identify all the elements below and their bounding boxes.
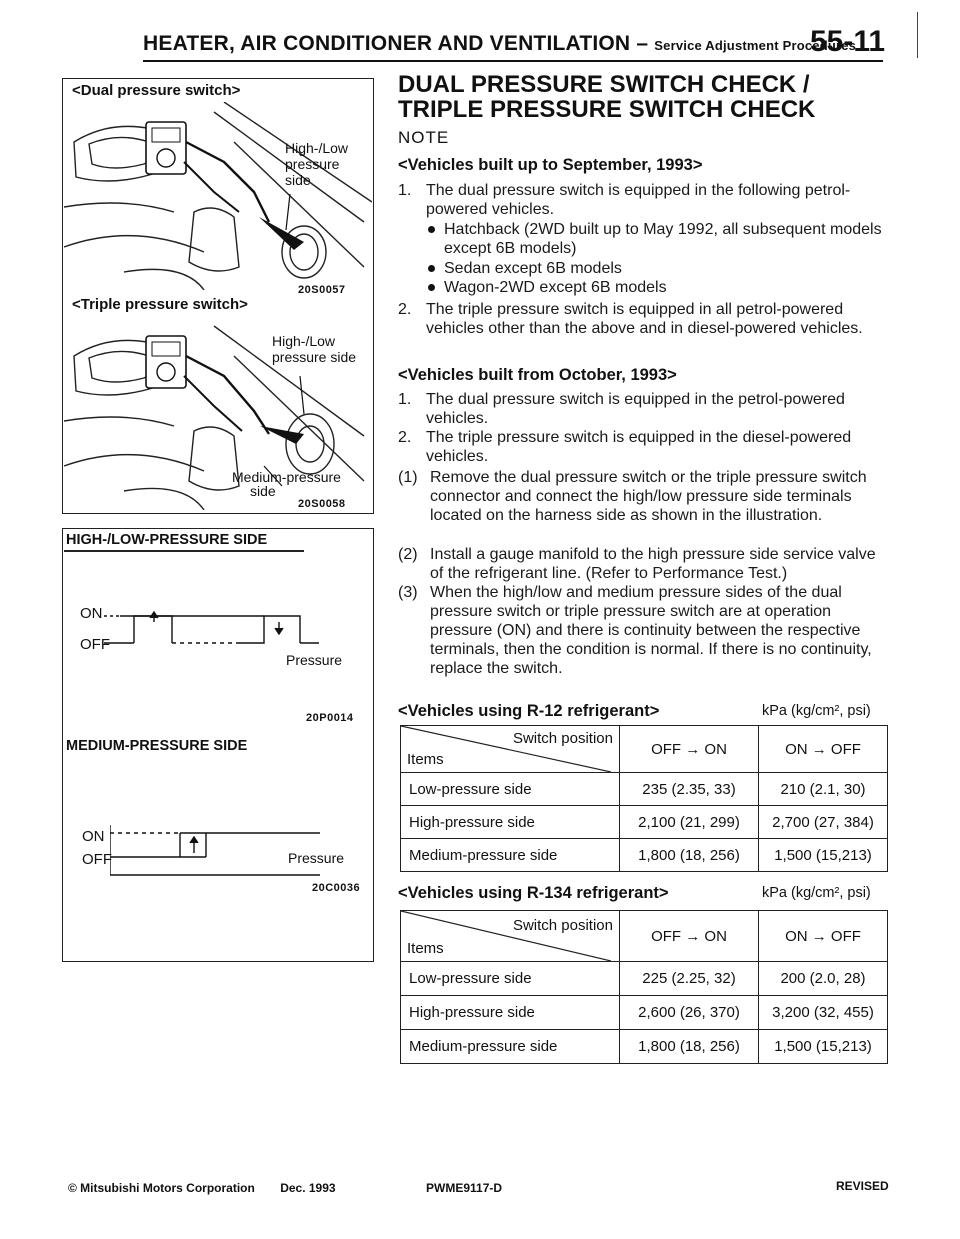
bullet-text: Hatchback (2WD built up to May 1992, all subsequent models except 6B models) (444, 221, 882, 257)
list-item (444, 278, 886, 297)
cell-value: 1,800 (18, 256) (620, 1030, 759, 1064)
column-header: OFF → ON (620, 911, 759, 962)
section1-heading: <Vehicles built up to September, 1993> (398, 156, 703, 174)
step-2 (398, 545, 886, 583)
note-label: NOTE (398, 128, 450, 147)
table-row (401, 839, 888, 872)
cell-value: 1,500 (15,213) (759, 1030, 888, 1064)
highlow-chart-code: 20P0014 (306, 712, 354, 724)
item-number: 2. (398, 429, 412, 446)
triple-figure-code: 20S0058 (298, 498, 346, 510)
highlow-hysteresis-graph (104, 600, 348, 660)
triple-note2-line1: Medium-pressure (232, 469, 341, 485)
dual-note-line1: High-/Low (285, 140, 349, 156)
section-header (143, 32, 856, 56)
row-item: Low-pressure side (401, 962, 620, 996)
triple-switch-note (272, 333, 356, 365)
page-number: 55-11 (810, 25, 886, 58)
item-text: The dual pressure switch is equipped in the following petrol-powered vehicles. (426, 182, 851, 218)
header-title: HEATER, AIR CONDITIONER AND VENTILATION – (143, 32, 649, 55)
medium-chart-code: 20C0036 (312, 882, 361, 894)
table-row (401, 962, 888, 996)
cell-value: 235 (2.35, 33) (620, 773, 759, 806)
table-row (401, 1030, 888, 1064)
bullet-text: Sedan except 6B models (444, 260, 622, 277)
step-3 (398, 583, 886, 678)
cell-value: 1,800 (18, 256) (620, 839, 759, 872)
item-number: 2. (398, 301, 412, 318)
corner-top-label: Switch position (512, 730, 613, 747)
cell-value: 225 (2.25, 32) (620, 962, 759, 996)
copyright-text: © Mitsubishi Motors Corporation (68, 1181, 255, 1195)
row-item: Medium-pressure side (401, 1030, 620, 1064)
cell-value: 210 (2.1, 30) (759, 773, 888, 806)
corner-header-cell (401, 726, 620, 773)
triple-switch-note-medium (232, 470, 341, 498)
margin-mark (917, 12, 918, 58)
dual-switch-label: <Dual pressure switch> (72, 82, 241, 99)
section1-item1 (398, 181, 886, 219)
section1-item2 (398, 300, 886, 338)
cell-value: 3,200 (32, 455) (759, 996, 888, 1030)
highlow-off-label: OFF (80, 636, 110, 653)
triple-note2-line2: side (250, 483, 276, 499)
cell-value: 2,100 (21, 299) (620, 806, 759, 839)
medium-axis-label: Pressure (288, 850, 345, 866)
highlow-axis-label: Pressure (286, 652, 343, 668)
item-number: 1. (398, 391, 412, 408)
step-number: (2) (398, 546, 418, 563)
table-row (401, 806, 888, 839)
r12-spec-table (400, 725, 888, 872)
table-row (401, 996, 888, 1030)
bullet-text: Wagon-2WD except 6B models (444, 279, 667, 296)
r134-spec-table (400, 910, 888, 1064)
corner-bottom-label: Items (407, 940, 444, 957)
column-header: ON → OFF (759, 726, 888, 773)
cell-value: 1,500 (15,213) (759, 839, 888, 872)
step-text: Install a gauge manifold to the high pressure side service valve of the refrigerant line. (Refer to Performance Test.) (430, 546, 876, 582)
highlow-chart-underline (64, 550, 304, 552)
section2-item1 (398, 390, 886, 428)
r134-table-heading: <Vehicles using R-134 refrigerant> (398, 884, 669, 902)
step-number: (3) (398, 584, 418, 601)
section2-heading: <Vehicles built from October, 1993> (398, 366, 677, 384)
cell-value: 2,700 (27, 384) (759, 806, 888, 839)
dual-note-line3: side (285, 172, 311, 188)
dual-figure-code: 20S0057 (298, 284, 346, 296)
row-item: Medium-pressure side (401, 839, 620, 872)
cell-value: 2,600 (26, 370) (620, 996, 759, 1030)
highlow-on-label: ON (80, 605, 103, 622)
item-text: The triple pressure switch is equipped in all petrol-powered vehicles other than the above and in diesel-powered vehicles. (426, 301, 863, 337)
medium-off-label: OFF (82, 851, 112, 868)
r12-table-unit: kPa (kg/cm², psi) (762, 703, 871, 719)
triple-note-line1: High-/Low (272, 333, 336, 349)
highlow-chart-title: HIGH-/LOW-PRESSURE SIDE (66, 532, 268, 548)
footer-date: Dec. 1993 (280, 1181, 336, 1195)
r134-table-unit: kPa (kg/cm², psi) (762, 885, 871, 901)
dual-switch-note (285, 140, 348, 188)
item-text: The dual pressure switch is equipped in the petrol-powered vehicles. (426, 391, 845, 427)
footer-status: REVISED (836, 1179, 889, 1193)
list-item (444, 259, 886, 278)
header-rule (143, 60, 883, 62)
footer-copyright (68, 1181, 336, 1195)
row-item: Low-pressure side (401, 773, 620, 806)
section2-item2 (398, 428, 886, 466)
cell-value: 200 (2.0, 28) (759, 962, 888, 996)
dual-switch-drawing (64, 102, 372, 290)
step-text: Remove the dual pressure switch or the triple pressure switch connector and connect the high/low pressure side terminals located on the harness side as shown in the illustration. (430, 469, 867, 524)
r12-table-heading: <Vehicles using R-12 refrigerant> (398, 702, 660, 720)
footer-code: PWME9117-D (426, 1181, 503, 1195)
column-header: OFF → ON (620, 726, 759, 773)
triple-switch-label: <Triple pressure switch> (72, 296, 248, 313)
table-row (401, 773, 888, 806)
row-item: High-pressure side (401, 806, 620, 839)
triple-note-line2: pressure side (272, 349, 357, 365)
corner-header-cell (401, 911, 620, 962)
header-subtitle: Service Adjustment Procedures (654, 38, 857, 53)
step-number: (1) (398, 469, 418, 486)
step-1 (398, 468, 886, 525)
corner-bottom-label: Items (407, 751, 444, 768)
dual-note-line2: pressure (285, 156, 340, 172)
row-item: High-pressure side (401, 996, 620, 1030)
list-item (444, 220, 886, 258)
step-text: When the high/low and medium pressure sides of the dual pressure switch or triple pressure switch are at operation pressure (ON) and there is continuity between the respective terminals, then the condition is normal. If there is no continuity, replace the switch. (430, 584, 872, 677)
item-text: The triple pressure switch is equipped in the diesel-powered vehicles. (426, 429, 852, 465)
corner-top-label: Switch position (512, 917, 613, 934)
column-header: ON → OFF (759, 911, 888, 962)
page-title: DUAL PRESSURE SWITCH CHECK / TRIPLE PRESSURE SWITCH CHECK (398, 71, 816, 123)
medium-chart-title: MEDIUM-PRESSURE SIDE (66, 738, 248, 754)
item-number: 1. (398, 182, 412, 199)
medium-on-label: ON (82, 828, 105, 845)
